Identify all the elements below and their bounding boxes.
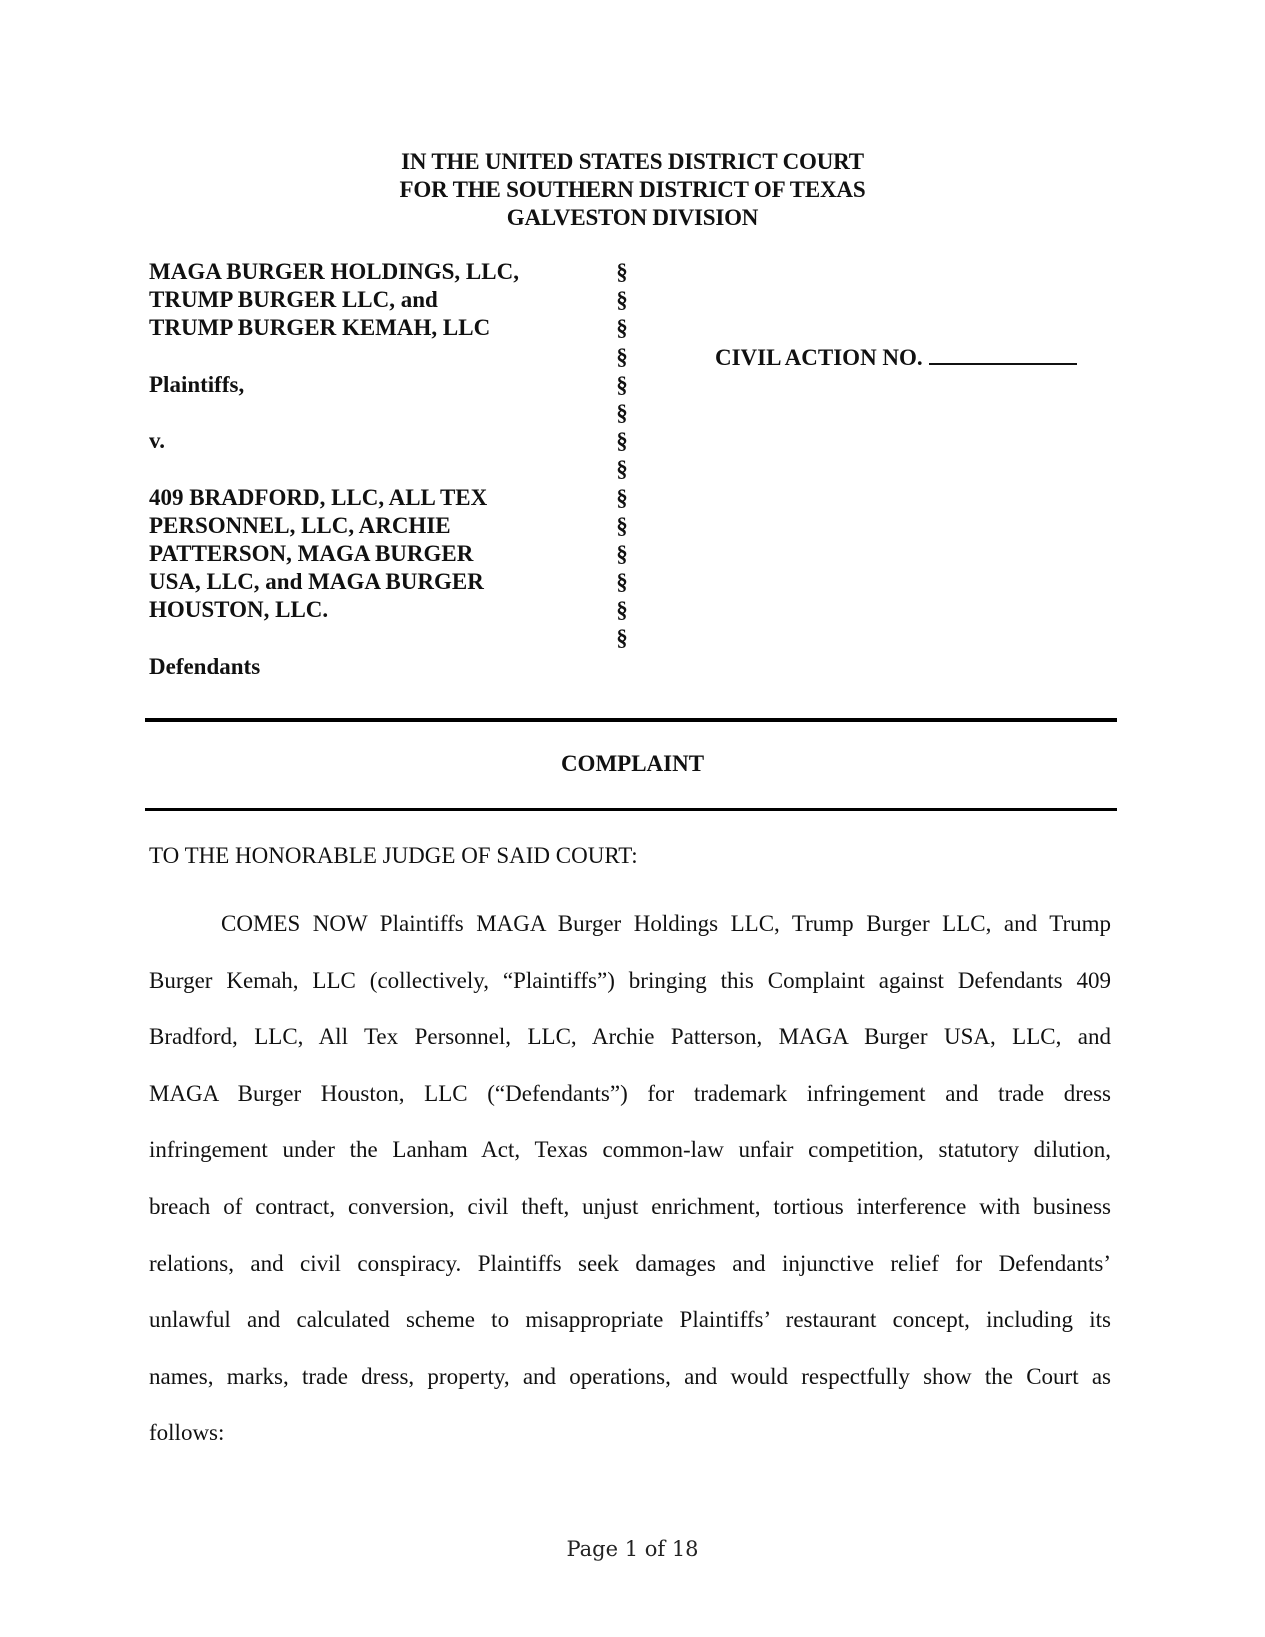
document-title: COMPLAINT xyxy=(560,751,705,776)
section-symbol: § xyxy=(616,371,628,397)
paragraph-line: Burger Kemah, LLC (collectively, “Plaintiffs”) bringing this Complaint against Defendants 409 xyxy=(149,967,1111,993)
section-symbol: § xyxy=(616,343,628,369)
section-symbol: § xyxy=(616,569,628,595)
plaintiff-name: TRUMP BURGER LLC, and xyxy=(149,287,438,313)
section-symbol: § xyxy=(616,625,628,651)
defendants-label: Defendants xyxy=(149,653,261,679)
plaintiff-name: MAGA BURGER HOLDINGS, LLC, xyxy=(149,259,519,284)
paragraph-line: MAGA Burger Houston, LLC (“Defendants”) for trademark infringement and trade dress xyxy=(149,1080,1111,1106)
section-symbol: § xyxy=(616,259,628,284)
paragraph-line: names, marks, trade dress, property, and operations, and would respectfully show the Court as xyxy=(149,1363,1111,1389)
section-symbol: § xyxy=(616,399,628,425)
defendant-name: PATTERSON, MAGA BURGER xyxy=(149,540,474,566)
defendant-name: PERSONNEL, LLC, ARCHIE xyxy=(149,512,451,538)
section-symbol: § xyxy=(616,540,628,566)
salutation: TO THE HONORABLE JUDGE OF SAID COURT: xyxy=(149,843,638,868)
paragraph-line: relations, and civil conspiracy. Plaintiffs seek damages and injunctive relief for Defendants’ xyxy=(149,1250,1111,1276)
paragraph-line: Bradford, LLC, All Tex Personnel, LLC, Archie Patterson, MAGA Burger USA, LLC, and xyxy=(149,1024,1111,1050)
section-symbol: § xyxy=(616,456,628,482)
court-header-line: GALVESTON DIVISION xyxy=(506,205,759,230)
case-caption-parties xyxy=(149,258,569,681)
complaint-intro-paragraph xyxy=(149,896,1111,1462)
court-header xyxy=(0,148,1265,232)
title-rule-bottom xyxy=(145,808,1117,811)
plaintiffs-label: Plaintiffs, xyxy=(149,371,245,397)
section-symbol: § xyxy=(616,597,628,623)
defendant-name: HOUSTON, LLC. xyxy=(149,597,329,623)
civil-action-number-blank xyxy=(929,343,1077,365)
section-symbol: § xyxy=(616,428,628,454)
plaintiff-name: TRUMP BURGER KEMAH, LLC xyxy=(149,315,491,341)
section-symbol: § xyxy=(616,315,628,341)
section-symbol: § xyxy=(616,484,628,510)
defendant-name: USA, LLC, and MAGA BURGER xyxy=(149,569,484,595)
court-header-line: IN THE UNITED STATES DISTRICT COURT xyxy=(401,149,864,174)
versus-label: v. xyxy=(149,428,165,454)
section-symbol: § xyxy=(616,512,628,538)
civil-action-number xyxy=(715,343,1077,372)
paragraph-line: infringement under the Lanham Act, Texas common-law unfair competition, statutory dilution, xyxy=(149,1137,1111,1163)
court-header-line: FOR THE SOUTHERN DISTRICT OF TEXAS xyxy=(399,177,866,202)
section-symbol: § xyxy=(616,287,628,313)
section-symbol-column xyxy=(610,258,634,653)
paragraph-line: follows: xyxy=(149,1420,225,1446)
paragraph-line: COMES NOW Plaintiffs MAGA Burger Holdings LLC, Trump Burger LLC, and Trump xyxy=(221,911,1111,936)
title-rule-top xyxy=(145,718,1117,722)
paragraph-line: breach of contract, conversion, civil theft, unjust enrichment, tortious interference with business xyxy=(149,1193,1111,1219)
civil-action-label: CIVIL ACTION NO. xyxy=(715,345,923,370)
page-number-footer: Page 1 of 18 xyxy=(566,1537,699,1561)
paragraph-line: unlawful and calculated scheme to misappropriate Plaintiffs’ restaurant concept, including its xyxy=(149,1307,1111,1333)
defendant-name: 409 BRADFORD, LLC, ALL TEX xyxy=(149,484,488,510)
